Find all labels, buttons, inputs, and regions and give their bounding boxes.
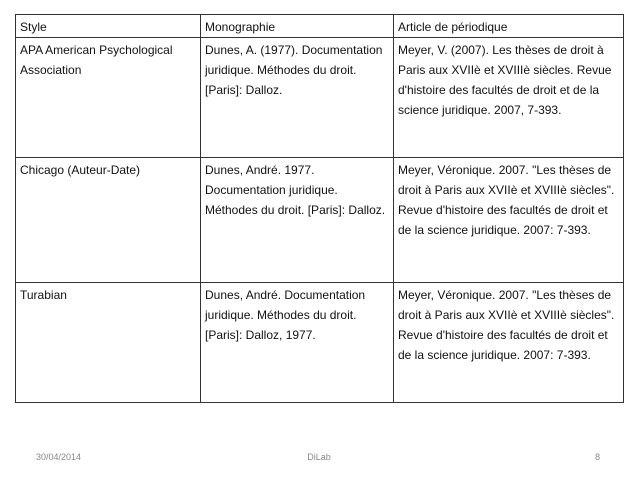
cell-style: APA American Psychological Association: [16, 38, 201, 158]
header-article: Article de périodique: [394, 15, 624, 38]
table-row: [16, 283, 624, 403]
table-row: [16, 38, 624, 158]
footer-date: 30/04/2014: [36, 452, 82, 462]
cell-style: Chicago (Auteur-Date): [16, 158, 201, 283]
footer-label: DiLab: [307, 452, 331, 462]
table-header-row: [16, 15, 624, 38]
cell-article: Meyer, Véronique. 2007. "Les thèses de droit à Paris aux XVIIè et XVIIIè siècles". Revue d'histoire des facultés de droit et de la science juridique. 2007: 7-393.: [394, 158, 624, 283]
cell-style: Turabian: [16, 283, 201, 403]
table-row: [16, 158, 624, 283]
cell-monographie: Dunes, André. Documentation juridique. Méthodes du droit. [Paris]: Dalloz, 1977.: [201, 283, 394, 403]
cell-article: Meyer, Véronique. 2007. "Les thèses de droit à Paris aux XVIIè et XVIIIè siècles". Revue d'histoire des facultés de droit et de la science juridique. 2007: 7-393.: [394, 283, 624, 403]
header-style: Style: [16, 15, 201, 38]
page-number: 8: [594, 452, 600, 462]
header-monographie: Monographie: [201, 15, 394, 38]
cell-monographie: Dunes, André. 1977. Documentation juridique. Méthodes du droit. [Paris]: Dalloz.: [201, 158, 394, 283]
cell-article: Meyer, V. (2007). Les thèses de droit à Paris aux XVIIè et XVIIIè siècles. Revue d'histoire des facultés de droit et de la science juridique. 2007, 7-393.: [394, 38, 624, 158]
citation-styles-table: [15, 14, 624, 403]
cell-monographie: Dunes, A. (1977). Documentation juridique. Méthodes du droit. [Paris]: Dalloz.: [201, 38, 394, 158]
